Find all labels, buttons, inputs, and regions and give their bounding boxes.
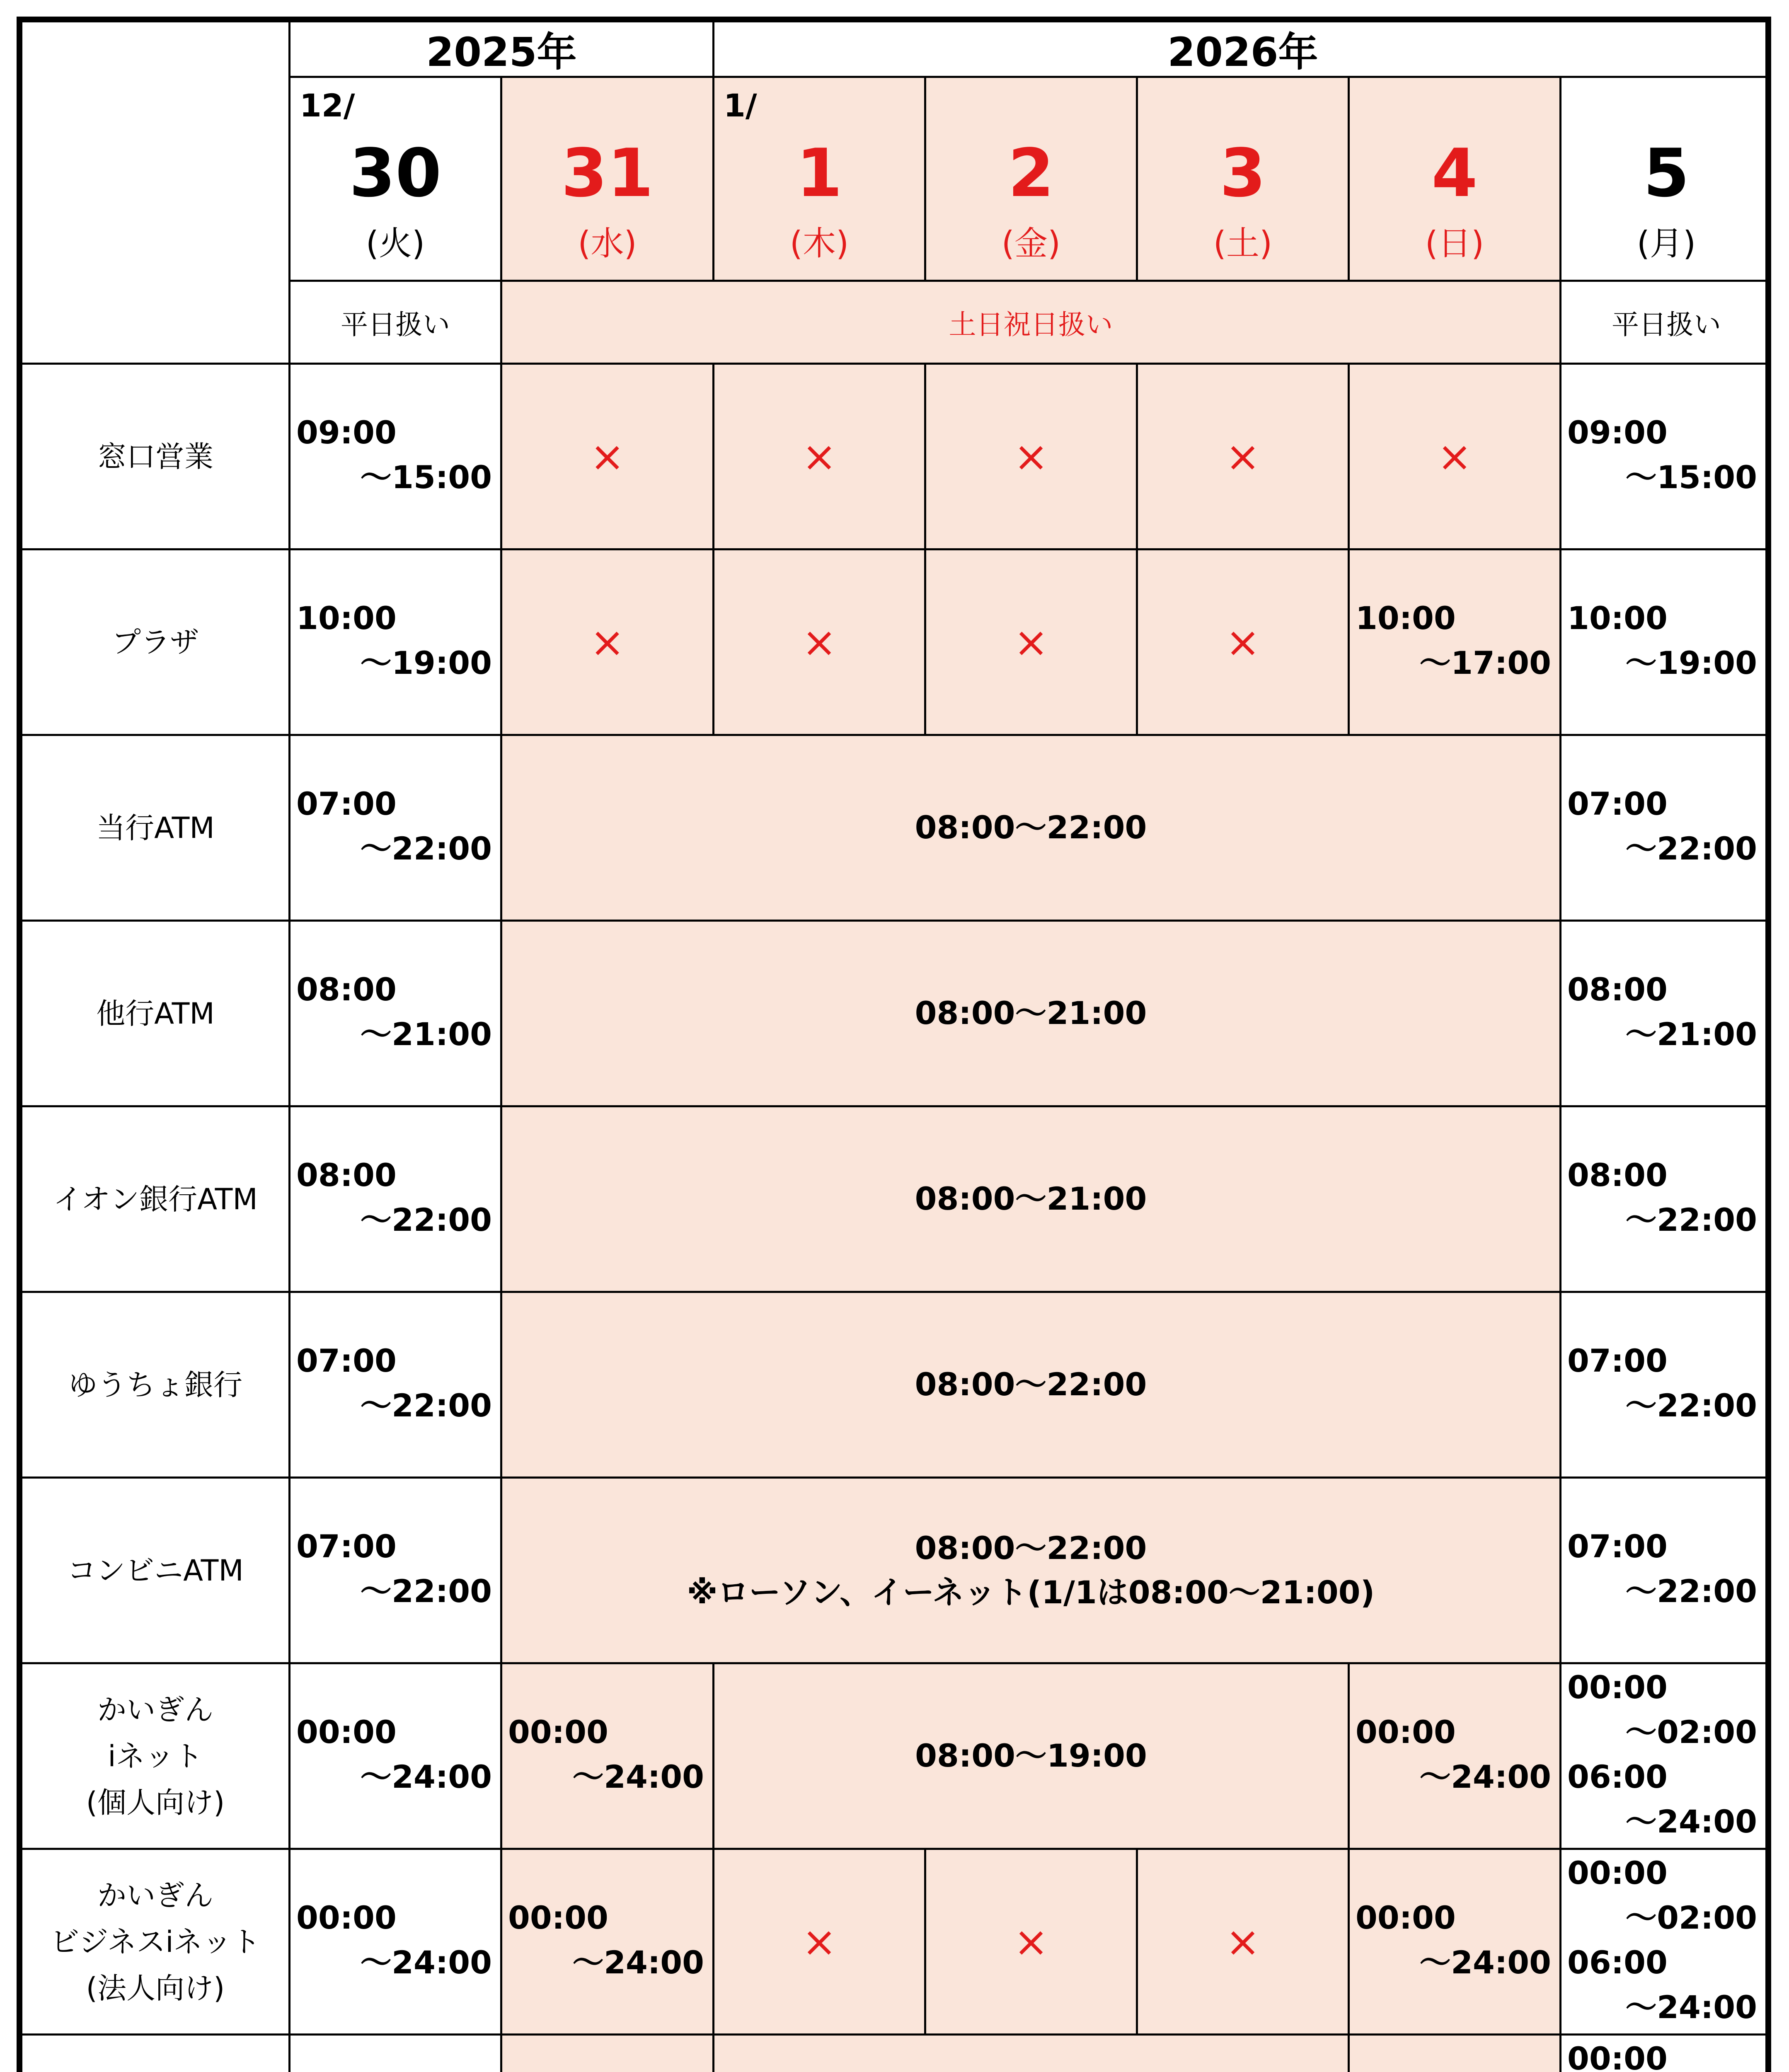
cell-jan5 xyxy=(1561,1850,1765,2036)
time-text: 09:00 xyxy=(296,414,397,451)
cell-dec30 xyxy=(291,1664,502,1850)
cell-dec31 xyxy=(502,2036,714,2072)
row-label: かいぎん iネット (個人向け) xyxy=(86,1692,225,1820)
closed-mark-icon: × xyxy=(802,617,837,666)
cell-dec30 xyxy=(291,1479,502,1664)
cell-jan3 xyxy=(1138,365,1350,550)
cell-jan5 xyxy=(1561,2036,1765,2072)
time-text: ～19:00 xyxy=(360,644,492,681)
row-label: 他行ATM xyxy=(96,996,215,1031)
time-text: 08:00 xyxy=(1567,1157,1668,1193)
hours-span-text: 08:00～19:00 xyxy=(915,1737,1147,1774)
hours-span-text: 08:00～22:00 xyxy=(915,1366,1147,1403)
time-text: ～19:00 xyxy=(1625,644,1757,681)
time-text: 00:00 xyxy=(1567,2040,1668,2072)
closed-mark-icon: × xyxy=(590,617,625,666)
time-text: ～22:00 xyxy=(360,830,492,867)
cell-jan4 xyxy=(1350,2036,1561,2072)
time-text: ～22:00 xyxy=(360,1201,492,1238)
time-text: 07:00 xyxy=(1567,785,1668,822)
cell-holiday-span xyxy=(714,2036,1350,2072)
time-text: 00:00 xyxy=(508,1899,608,1936)
cell-jan1 xyxy=(714,1850,926,2036)
row-label: イオン銀行ATM xyxy=(53,1182,258,1216)
time-text: ～17:00 xyxy=(1419,644,1551,681)
cell-jan5 xyxy=(1561,736,1765,922)
header-corner xyxy=(22,22,291,365)
closed-mark-icon: × xyxy=(802,1917,837,1966)
cell-dec31 xyxy=(502,1664,714,1850)
cell-jan1 xyxy=(714,550,926,736)
date-cell-30 xyxy=(291,78,502,282)
cell-holiday-span xyxy=(502,1293,1561,1479)
time-text: ～02:00 xyxy=(1625,1714,1757,1750)
date-cell-1 xyxy=(714,78,926,282)
time-text: 08:00 xyxy=(1567,971,1668,1008)
date-cell-5 xyxy=(1561,78,1771,282)
time-text: 00:00 xyxy=(508,1714,608,1750)
time-text: ～02:00 xyxy=(1625,1899,1757,1936)
closed-mark-icon: × xyxy=(1225,617,1260,666)
weekday-label: (木) xyxy=(789,224,849,263)
row-label-cell xyxy=(22,1850,291,2036)
day-number: 5 xyxy=(1643,134,1690,212)
cell-dec30 xyxy=(291,550,502,736)
time-text: ～22:00 xyxy=(1625,1201,1757,1238)
time-text: 10:00 xyxy=(296,600,397,637)
cell-holiday-span xyxy=(502,922,1561,1107)
weekday-label: (水) xyxy=(578,224,637,263)
time-text: 00:00 xyxy=(296,1714,397,1750)
cell-jan4 xyxy=(1350,1850,1561,2036)
time-text: ～15:00 xyxy=(1625,459,1757,496)
day-number: 3 xyxy=(1220,134,1266,212)
cell-jan5 xyxy=(1561,1664,1765,1850)
closed-mark-icon: × xyxy=(1014,1917,1048,1966)
time-text: ～22:00 xyxy=(360,1573,492,1610)
cell-jan5 xyxy=(1561,1107,1765,1293)
date-cell-31 xyxy=(502,78,714,282)
row-label: ゆうちょ銀行 xyxy=(68,1368,242,1402)
cell-jan1 xyxy=(714,365,926,550)
cell-dec30 xyxy=(291,736,502,922)
cell-dec31 xyxy=(502,1850,714,2036)
time-text: ～24:00 xyxy=(572,1944,704,1981)
row-label: プラザ xyxy=(112,625,199,659)
time-text: 00:00 xyxy=(1567,1669,1668,1706)
cell-dec30 xyxy=(291,2036,502,2072)
closed-mark-icon: × xyxy=(590,432,625,481)
closed-mark-icon: × xyxy=(1225,1917,1260,1966)
year-2026-header: 2026年 xyxy=(714,22,1771,78)
row-label-cell xyxy=(22,736,291,922)
time-text: 10:00 xyxy=(1356,600,1456,637)
row-label-cell xyxy=(22,365,291,550)
closed-mark-icon: × xyxy=(1014,432,1048,481)
time-text: 00:00 xyxy=(1567,1854,1668,1891)
time-text: 09:00 xyxy=(1567,414,1668,451)
weekday-label: (日) xyxy=(1425,224,1484,263)
cell-dec30 xyxy=(291,1850,502,2036)
row-label-cell xyxy=(22,2036,291,2072)
time-text: ～24:00 xyxy=(360,1758,492,1795)
schedule-table xyxy=(17,17,1771,2072)
day-number: 30 xyxy=(349,134,442,212)
weekday-label: (金) xyxy=(1001,224,1061,263)
time-text: ～21:00 xyxy=(1625,1016,1757,1053)
time-text: 08:00 xyxy=(296,1157,397,1193)
row-label: かいぎん ビジネスiネット (法人向け) xyxy=(50,1878,261,2005)
time-text: ～24:00 xyxy=(1625,1803,1757,1840)
day-number: 31 xyxy=(561,134,654,212)
cell-dec30 xyxy=(291,365,502,550)
day-number: 1 xyxy=(796,134,842,212)
cell-jan5 xyxy=(1561,365,1765,550)
time-text: 07:00 xyxy=(1567,1528,1668,1565)
cell-jan4 xyxy=(1350,1664,1561,1850)
weekday-handling-label: 平日扱い xyxy=(1561,282,1771,365)
time-text: 07:00 xyxy=(296,1528,397,1565)
row-label-cell xyxy=(22,550,291,736)
cell-dec30 xyxy=(291,1293,502,1479)
cell-holiday-span xyxy=(714,1664,1350,1850)
time-text: 07:00 xyxy=(296,1342,397,1379)
date-cell-4 xyxy=(1350,78,1561,282)
closed-mark-icon: × xyxy=(1437,432,1472,481)
time-text: ～22:00 xyxy=(1625,830,1757,867)
year-2025-header: 2025年 xyxy=(291,22,714,78)
hours-span-text: 08:00～21:00 xyxy=(915,1180,1147,1218)
closed-mark-icon: × xyxy=(1014,617,1048,666)
cell-dec31 xyxy=(502,550,714,736)
weekday-label: (土) xyxy=(1213,224,1273,263)
weekday-label: (火) xyxy=(366,224,425,263)
date-cell-3 xyxy=(1138,78,1350,282)
time-text: 06:00 xyxy=(1567,1758,1668,1795)
closed-mark-icon: × xyxy=(802,432,837,481)
time-text: 00:00 xyxy=(296,1899,397,1936)
hours-span-text: 08:00～21:00 xyxy=(915,995,1147,1032)
cell-jan3 xyxy=(1138,550,1350,736)
cell-holiday-span xyxy=(502,736,1561,922)
hours-span-text: 08:00～22:00 xyxy=(915,809,1147,846)
month-prefix-12: 12/ xyxy=(300,87,355,124)
time-text: 00:00 xyxy=(1356,1714,1456,1750)
row-label: コンビニATM xyxy=(67,1553,244,1588)
month-prefix-1: 1/ xyxy=(724,87,757,124)
time-text: 00:00 xyxy=(1356,1899,1456,1936)
day-number: 2 xyxy=(1008,134,1054,212)
time-text: ～22:00 xyxy=(360,1387,492,1424)
time-text: ～15:00 xyxy=(360,459,492,496)
cell-jan3 xyxy=(1138,1850,1350,2036)
row-label-cell xyxy=(22,1479,291,1664)
cell-jan2 xyxy=(926,1850,1138,2036)
cell-dec31 xyxy=(502,365,714,550)
time-text: ～24:00 xyxy=(360,1944,492,1981)
cell-jan5 xyxy=(1561,550,1765,736)
time-text: 07:00 xyxy=(1567,1342,1668,1379)
cell-jan2 xyxy=(926,365,1138,550)
cell-jan2 xyxy=(926,550,1138,736)
cell-holiday-span xyxy=(502,1479,1561,1664)
row-label-cell xyxy=(22,1664,291,1850)
cell-jan5 xyxy=(1561,922,1765,1107)
row-label: 窓口営業 xyxy=(97,439,213,474)
row-label-cell xyxy=(22,922,291,1107)
time-text: ～22:00 xyxy=(1625,1573,1757,1610)
cell-dec30 xyxy=(291,1107,502,1293)
time-text: 06:00 xyxy=(1567,1944,1668,1981)
day-number: 4 xyxy=(1431,134,1478,212)
time-text: ～24:00 xyxy=(1625,1989,1757,2026)
time-text: ～22:00 xyxy=(1625,1387,1757,1424)
cell-holiday-span xyxy=(502,1107,1561,1293)
hours-span-text: 08:00～22:00 ※ローソン、イーネット(1/1は08:00～21:00) xyxy=(687,1530,1375,1611)
time-text: 08:00 xyxy=(296,971,397,1008)
time-text: ～24:00 xyxy=(572,1758,704,1795)
cell-jan4 xyxy=(1350,550,1561,736)
time-text: 07:00 xyxy=(296,785,397,822)
weekday-handling-label: 平日扱い xyxy=(291,282,502,365)
holiday-handling-label: 土日祝日扱い xyxy=(502,282,1561,365)
cell-dec30 xyxy=(291,922,502,1107)
cell-jan5 xyxy=(1561,1293,1765,1479)
weekday-label: (月) xyxy=(1636,224,1696,263)
time-text: ～21:00 xyxy=(360,1016,492,1053)
row-label-cell xyxy=(22,1293,291,1479)
time-text: ～24:00 xyxy=(1419,1758,1551,1795)
cell-jan4 xyxy=(1350,365,1561,550)
time-text: ～24:00 xyxy=(1419,1944,1551,1981)
row-label-cell xyxy=(22,1107,291,1293)
date-cell-2 xyxy=(926,78,1138,282)
row-label: 当行ATM xyxy=(96,811,215,845)
cell-jan5 xyxy=(1561,1479,1765,1664)
closed-mark-icon: × xyxy=(1225,432,1260,481)
time-text: 10:00 xyxy=(1567,600,1668,637)
